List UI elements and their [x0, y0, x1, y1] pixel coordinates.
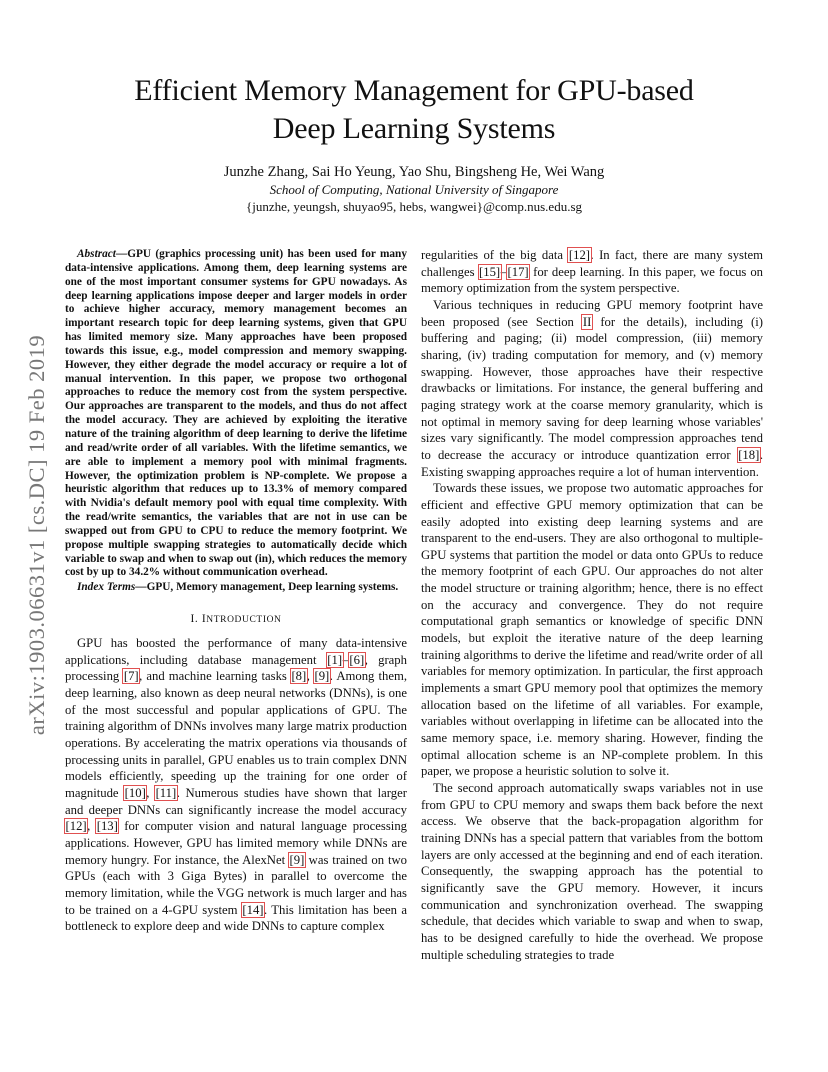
text-run: – [342, 652, 349, 667]
intro-paragraph-4: The second approach automatically swaps variables not in use from GPU to CPU memory and swaps them back before the next access. We observe that the back-propagation algorithm for training DNNs has a special pattern that variables from the bottom layers are only accessed at the beginning and end of each iteration. Consequently, the swapping approach has the potential to significantly save the GPU memory. However, it incurs communication and synchronization overhead. The swapping schedule, that decides which variable to swap and when to swap, has to be designed carefully to hide the overhead. We propose multiple scheduling strategies to trade [421, 781, 763, 962]
intro-paragraph-2 [421, 297, 763, 480]
citation-link[interactable]: [7] [123, 669, 139, 684]
citation-link[interactable]: [13] [96, 819, 118, 834]
abstract-text: —GPU (graphics processing unit) has been used for many data-intensive applications. Among them, deep learning systems are one of the most important consumer systems for GPU nowadays. As deep learning applications impose deeper and larger models in order to achieve higher accuracy, memory management becomes an important research topic for deep learning systems, given that GPU has limited memory size. Many approaches have been proposed towards this issue, e.g., model compression and memory swapping. However, they either degrade the model accuracy or require a lot of manual intervention. In this paper, we propose two orthogonal approaches to reduce the memory cost from the system perspective. Our approaches are transparent to the models, and thus do not affect the model accuracy. They are achieved by exploiting the iterative nature of the training algorithm of deep learning to derive the lifetime and read/write order of all variables. With the lifetime semantics, we are able to implement a memory pool with minimal fragments. However, the optimization problem is NP-complete. We propose a heuristic algorithm that reduces up to 13.3% of memory compared with Nvidia's default memory pool with equal time complexity. With the read/write semantics, the variables that are not in use can be swapped out from GPU to CPU to reduce the memory footprint. We propose multiple swapping strategies to automatically decide which variable to swap and when to swap out (in), which reduces the memory cost by up to 34.2% without communication overhead. [65, 248, 407, 579]
affiliation: School of Computing, National University of Singapore [269, 182, 559, 197]
citation-link[interactable]: [9] [289, 852, 305, 867]
citation-link[interactable]: [17] [507, 264, 529, 279]
text-run: , [306, 669, 314, 684]
citation-link[interactable]: [11] [155, 786, 177, 800]
citation-link[interactable]: [10] [124, 786, 146, 800]
index-terms [65, 581, 407, 595]
citation-link[interactable]: [8] [291, 669, 307, 684]
intro-paragraph-1 [65, 635, 407, 935]
right-column [421, 247, 763, 963]
text-run: , graph processing [65, 652, 407, 684]
citation-link[interactable]: [15] [479, 264, 501, 279]
text-run: for computer vision and natural language processing applications. However, GPU has limited memory while DNNs are memory hungry. For instance, the AlexNet [65, 819, 408, 867]
text-run: for deep learning. In this paper, we focus on memory optimization from the system perspective. [421, 264, 764, 296]
text-run: . This limitation has been a bottleneck to explore deep and wide DNNs to capture complex [65, 902, 407, 934]
section-link[interactable]: II [582, 314, 592, 329]
text-run: , and machine learning tasks [139, 669, 291, 684]
citation-link[interactable]: [6] [349, 652, 365, 667]
text-run: – [500, 264, 507, 279]
title-line-1: Efficient Memory Management for GPU-based [134, 74, 694, 107]
intro-paragraph-1-cont [421, 247, 763, 297]
left-column [65, 248, 407, 935]
abstract-lead: Abstract [77, 248, 116, 260]
citation-link[interactable]: [12] [568, 248, 591, 262]
authors: Junzhe Zhang, Sai Ho Yeung, Yao Shu, Bingsheng He, Wei Wang [223, 164, 605, 180]
citation-link[interactable]: [12] [65, 819, 87, 834]
intro-left-body [65, 635, 407, 935]
citation-link[interactable]: [1] [327, 652, 343, 667]
text-run: . In fact, there are many system challenges [421, 248, 764, 279]
index-terms-text: —GPU, Memory management, Deep learning systems. [135, 581, 399, 594]
text-run: for the details), including (i) buffering and paging; (ii) model compression, (iii) memory sharing, (iv) trading computation for memory, and (v) memory swapping. However, those approaches have their respective drawbacks or limitations. For instance, the general buffering and paging strategy work at the coarse memory granularity, which is not optimal in memory saving for deep learning whose variables' sizes vary significantly. The model compression approaches tend to decrease the accuracy or introduce quantization error [421, 314, 763, 462]
abstract [65, 248, 407, 580]
citation-link[interactable]: [9] [314, 669, 330, 684]
text-run: , [146, 786, 156, 800]
paper-title [0, 72, 828, 148]
text-run: was trained on two GPUs (each with 3 Giga Bytes) in parallel to overcome the memory limitation, while the VGG network is much larger and has to be trained on a 4-GPU system [65, 852, 407, 917]
section-heading-introduction: I. INTRODUCTION [190, 613, 282, 626]
arxiv-id: arXiv:1903.06631v1 [cs.DC] 19 Feb 2019 [24, 334, 49, 736]
citation-link[interactable]: [18] [738, 447, 760, 462]
text-run: regularities of the big data [421, 248, 569, 262]
text-run: Various techniques in reducing GPU memory footprint have been proposed (see Section [421, 297, 763, 329]
intro-paragraph-3: Towards these issues, we propose two automatic approaches for efficient and effective GPU memory optimization that can be easily adopted into existing deep learning systems and are transparent to the end-users. They are also orthogonal to multiple-GPU systems that partition the model or data onto GPUs to reduce the memory footprint of each GPU. Our approaches do not alter the model structure or training algorithm; hence, there is no effect on the accuracy and convergence. They do not require computational graph semantics or knowledge of specific DNN models, but exploit the iterative nature of the deep learning training algorithms to derive the lifetime and read/write order of all variables for memory optimization. In particular, the first approach implements a smart GPU memory pool that optimizes the memory allocation based on the lifetime of all variables. For example, variables without overlapping in lifetime can be allocated into the same memory space, i.e. memory sharing. However, finding the optimal allocation scheme is an NP-complete problem. In this paper, we propose a heuristic solution to solve it. [421, 481, 763, 779]
text-run: . Existing swapping approaches require a lot of human intervention. [421, 447, 763, 479]
text-run: GPU has boosted the performance of many data-intensive applications, including database management [65, 636, 407, 667]
text-run: . Among them, deep learning, also known as deep neural networks (DNNs), is one of the most successful and popular applications of GPU. The training algorithm of DNNs involves many large matrix production operations. By accelerating the matrix operations via thousands of processing units in parallel, GPU enables us to train complex DNN models efficiently, speeding up the training for one order of magnitude [65, 669, 408, 800]
arxiv-sidebar-stamp [12, 320, 62, 750]
text-run: . Numerous studies have shown that larger and deeper DNNs can significantly increase the model accuracy [65, 786, 408, 817]
text-run: , [87, 819, 97, 834]
index-terms-lead: Index Terms [77, 581, 136, 594]
author-emails: {junzhe, yeungsh, shuyao95, hebs, wangwei}@comp.nus.edu.sg [245, 199, 583, 214]
title-line-2: Deep Learning Systems [272, 112, 556, 145]
citation-link[interactable]: [14] [242, 902, 264, 917]
